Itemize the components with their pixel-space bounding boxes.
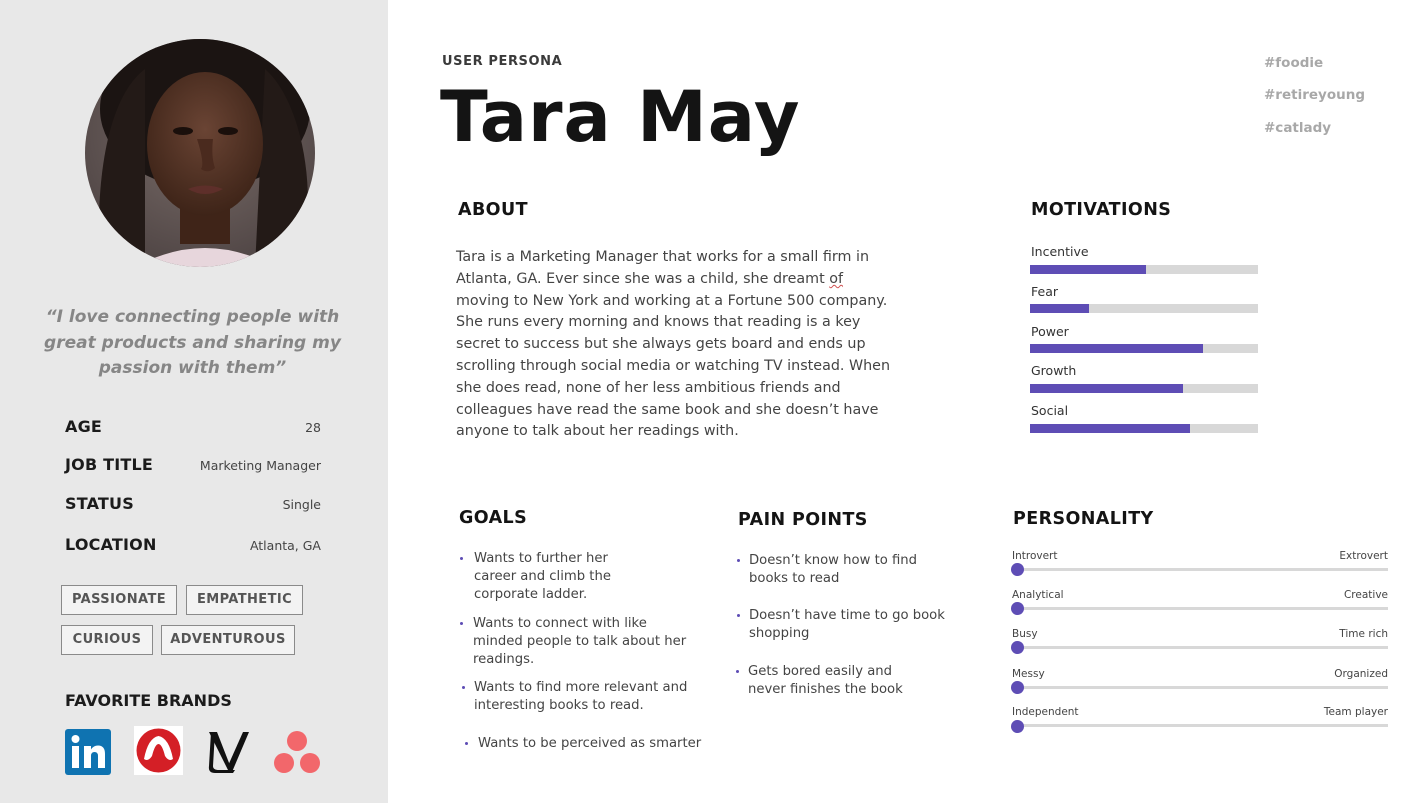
- fact-label: LOCATION: [65, 535, 157, 554]
- motivation-bar: [1030, 344, 1258, 353]
- trait-tag: CURIOUS: [61, 625, 153, 655]
- motivation-bar: [1030, 384, 1258, 393]
- motivation-label: Social: [1031, 403, 1069, 418]
- bullet-dot: [736, 670, 739, 673]
- fact-location: [65, 535, 321, 559]
- goal-item: Wants to be perceived as smarter: [478, 736, 702, 751]
- about-text-part: moving to New York and working at a Fortune 500 company. She runs every morning and knows that reading is a key secret to success but she always gets board and ends up scrolling through social media or watching TV instead. When she does read, none of her less ambitious friends and colleagues have read the same book and she doesn’t have anyone to talk about her readings with.: [456, 292, 891, 440]
- goal-item: Wants to connect with like minded people to talk about her readings.: [473, 616, 687, 667]
- personality-slider-knob: [1011, 563, 1024, 576]
- bullet-dot: [460, 622, 463, 625]
- fact-value: Single: [282, 497, 321, 512]
- fact-label: AGE: [65, 417, 103, 436]
- personality-slider-knob: [1011, 602, 1024, 615]
- asana-logo: [272, 729, 322, 775]
- motivation-label: Incentive: [1031, 244, 1089, 259]
- personality-right-label: Team player: [1323, 706, 1388, 718]
- personality-slider-knob: [1011, 681, 1024, 694]
- personality-slider-knob: [1011, 641, 1024, 654]
- motivation-bar-fill: [1030, 344, 1203, 353]
- pain-point-item: Gets bored easily and never finishes the book: [748, 664, 903, 697]
- motivation-label: Fear: [1031, 284, 1058, 299]
- personality-right-label: Creative: [1343, 589, 1388, 601]
- personality-left-label: Independent: [1012, 706, 1079, 718]
- pain-points-heading: PAIN POINTS: [738, 510, 868, 530]
- motivation-bar-fill: [1030, 265, 1146, 274]
- personality-left-label: Analytical: [1012, 589, 1064, 601]
- motivation-bar-fill: [1030, 424, 1190, 433]
- louis-vuitton-logo: [205, 728, 251, 774]
- motivation-bar: [1030, 265, 1258, 274]
- personality-slider-knob: [1011, 720, 1024, 733]
- motivations-heading: MOTIVATIONS: [1031, 200, 1172, 220]
- motivation-label: Growth: [1031, 363, 1077, 378]
- fact-label: STATUS: [65, 494, 134, 513]
- motivation-label: Power: [1031, 324, 1069, 339]
- personality-heading: PERSONALITY: [1013, 509, 1154, 529]
- personality-slider: [1017, 686, 1388, 689]
- personality-slider: [1017, 724, 1388, 727]
- hashtag: #catlady: [1264, 120, 1332, 136]
- motivation-bar-fill: [1030, 304, 1089, 313]
- lululemon-logo: [134, 726, 183, 775]
- bullet-dot: [465, 742, 468, 745]
- fact-value: 28: [305, 420, 321, 435]
- trait-tag: ADVENTUROUS: [161, 625, 295, 655]
- motivation-bar: [1030, 424, 1258, 433]
- about-text-flagged-word: of: [829, 270, 844, 287]
- goal-item: Wants to find more relevant and interesting books to read.: [474, 680, 688, 713]
- personality-left-label: Busy: [1012, 628, 1038, 640]
- hashtag: #foodie: [1264, 55, 1324, 71]
- personality-right-label: Time rich: [1339, 628, 1388, 640]
- avatar: [85, 39, 315, 267]
- trait-tag: PASSIONATE: [61, 585, 177, 615]
- goals-heading: GOALS: [459, 508, 528, 528]
- about-text: [456, 247, 896, 443]
- personality-right-label: Extrovert: [1339, 550, 1388, 562]
- motivation-bar: [1030, 304, 1258, 313]
- personality-left-label: Introvert: [1012, 550, 1058, 562]
- fact-age: [65, 417, 321, 441]
- personality-slider: [1017, 607, 1388, 610]
- bullet-dot: [462, 686, 465, 689]
- pain-point-item: Doesn’t know how to find books to read: [749, 553, 918, 586]
- motivation-bar-fill: [1030, 384, 1183, 393]
- goal-item: Wants to further her career and climb the corporate ladder.: [474, 551, 611, 602]
- hashtag: #retireyoung: [1264, 87, 1365, 103]
- fact-value: Marketing Manager: [199, 458, 321, 473]
- fact-value: Atlanta, GA: [249, 538, 321, 553]
- linkedin-logo: [65, 729, 111, 775]
- personality-right-label: Organized: [1334, 668, 1388, 680]
- pain-point-item: Doesn’t have time to go book shopping: [749, 608, 945, 641]
- brands-heading: FAVORITE BRANDS: [65, 691, 232, 710]
- fact-status: [65, 494, 321, 518]
- persona-quote: “I love connecting people with great products and sharing my passion with them”: [44, 307, 341, 378]
- about-heading: ABOUT: [458, 200, 528, 220]
- personality-left-label: Messy: [1012, 668, 1045, 680]
- fact-label: JOB TITLE: [65, 455, 154, 474]
- persona-name: Tara May: [440, 76, 801, 158]
- trait-tag: EMPATHETIC: [186, 585, 303, 615]
- about-text-part: Tara is a Marketing Manager that works for a small firm in Atlanta, GA. Ever since she was a child, she dreamt: [456, 249, 870, 287]
- bullet-dot: [460, 557, 463, 560]
- fact-job-title: [65, 455, 321, 479]
- bullet-dot: [737, 559, 740, 562]
- persona-eyebrow: USER PERSONA: [442, 54, 563, 69]
- personality-slider: [1017, 646, 1388, 649]
- personality-slider: [1017, 568, 1388, 571]
- bullet-dot: [737, 614, 740, 617]
